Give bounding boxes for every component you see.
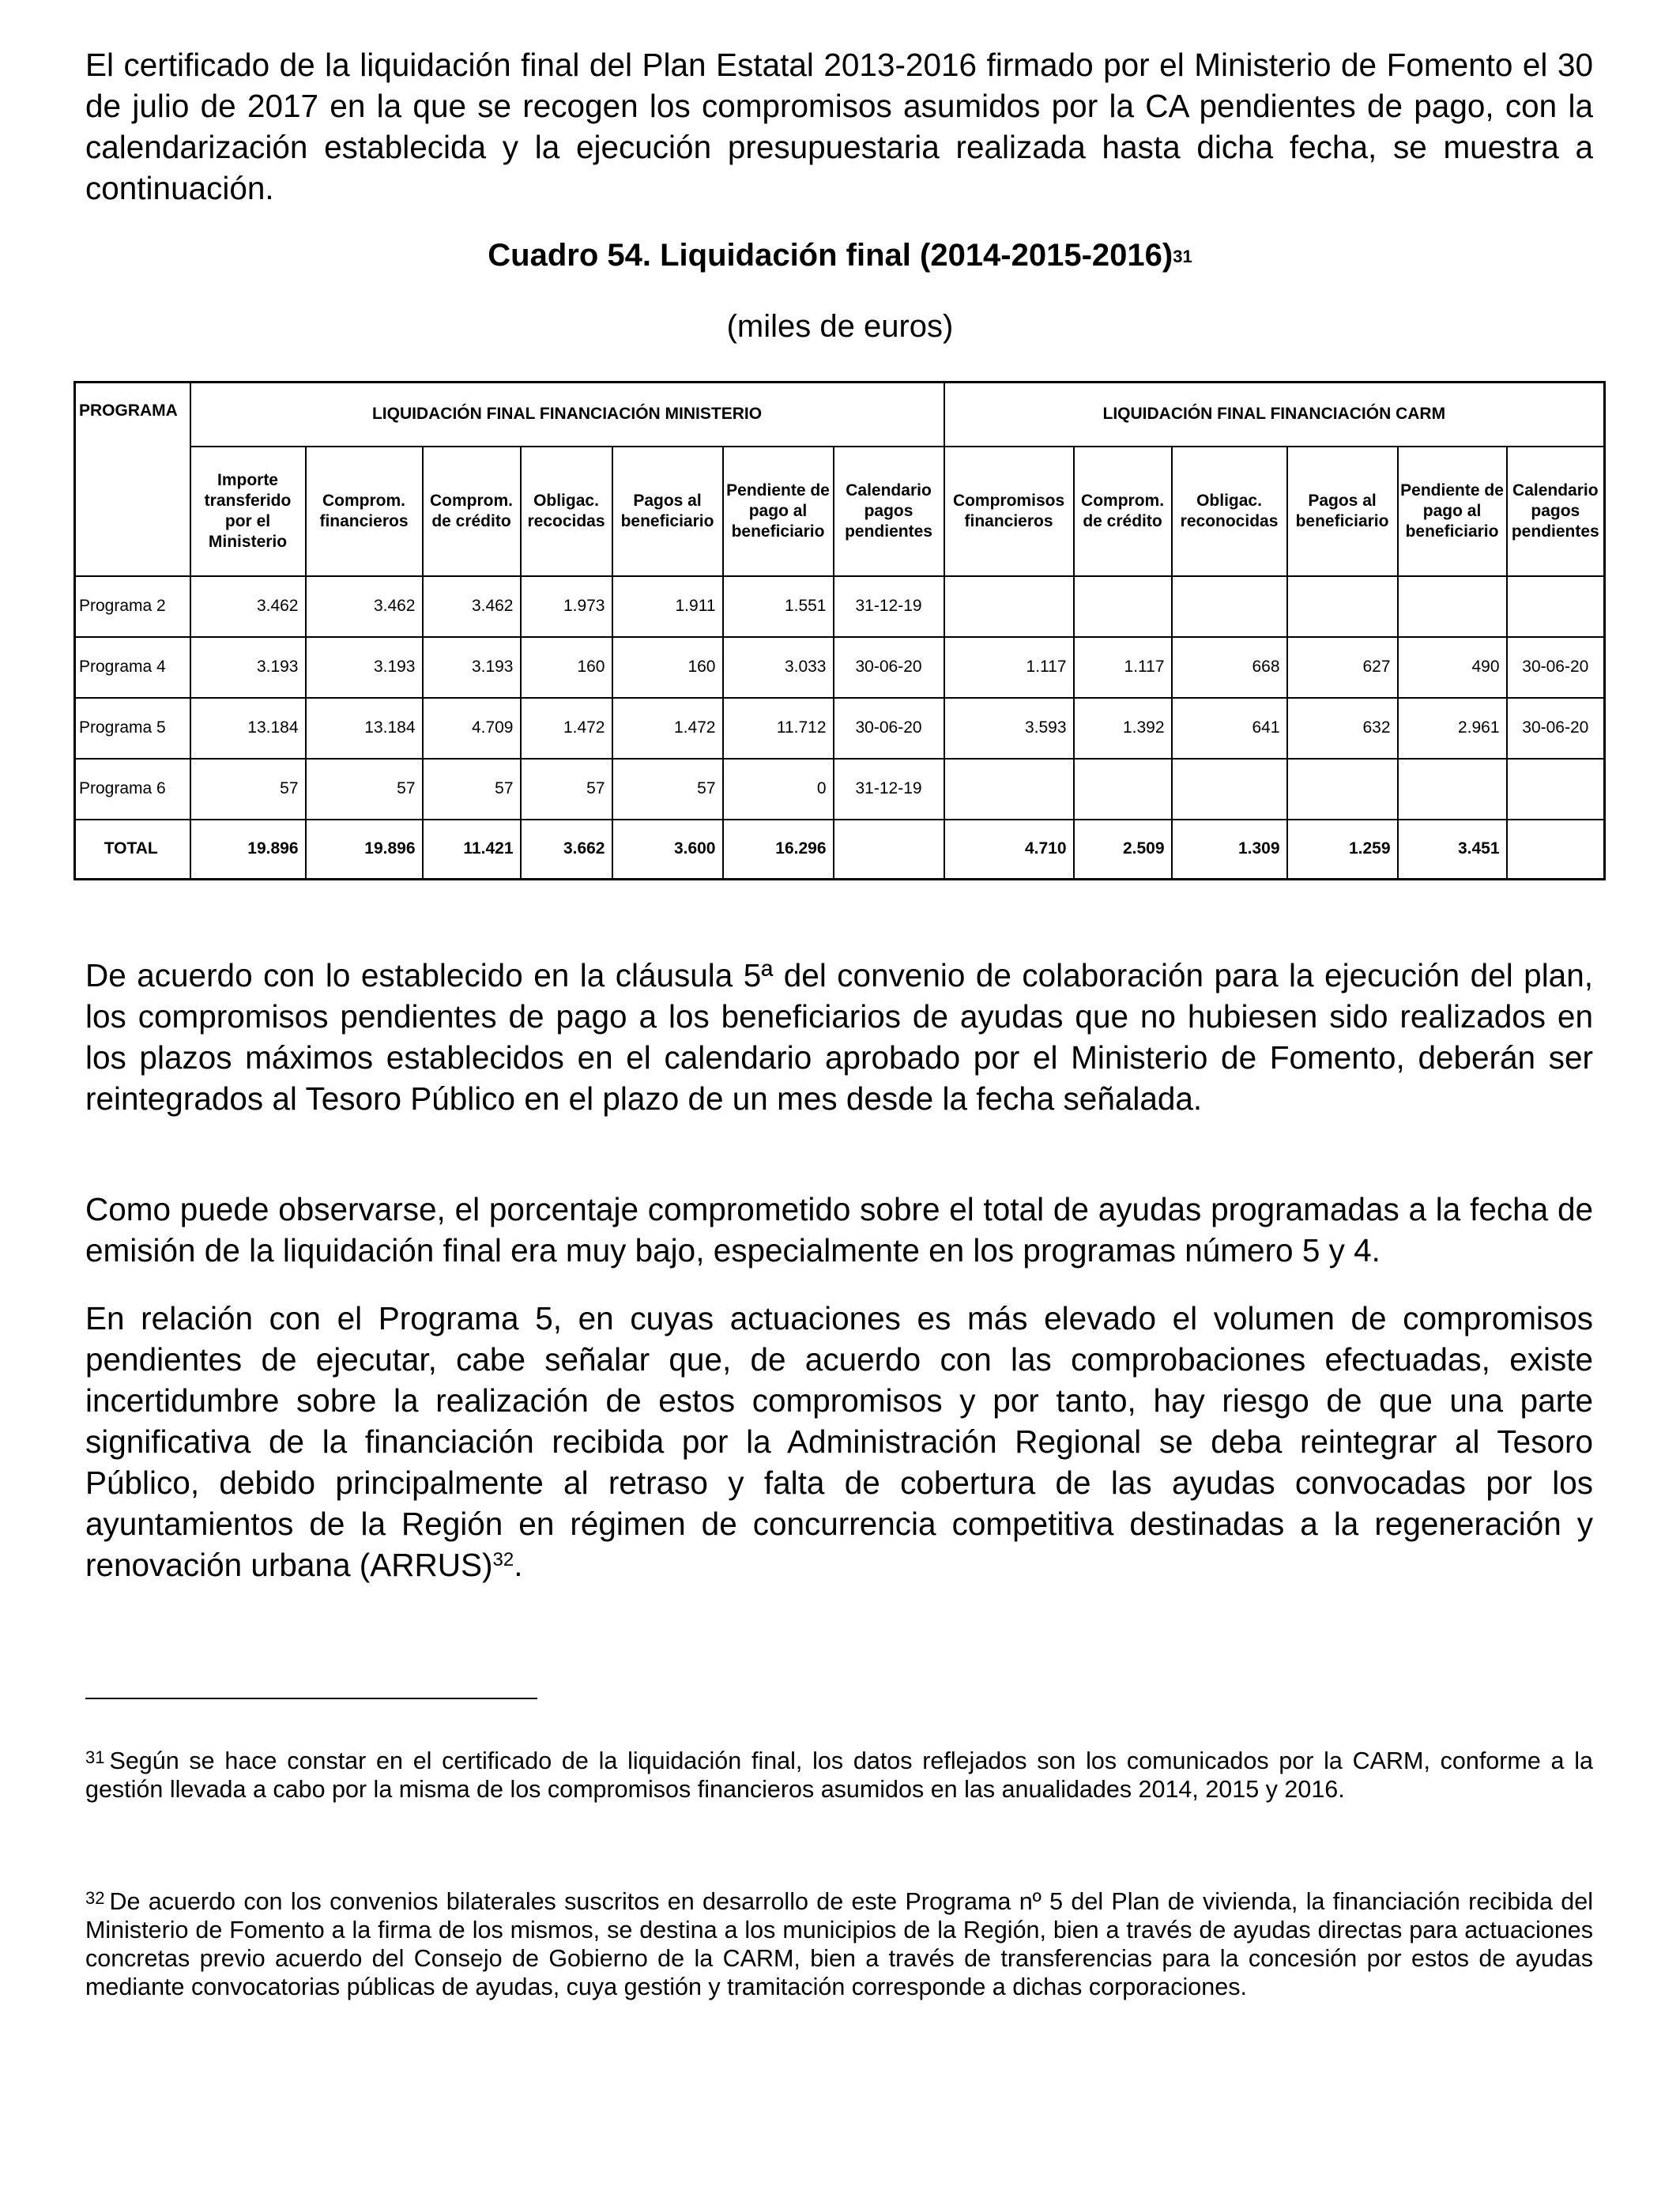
carm-cell: 30-06-20 — [1507, 698, 1605, 759]
carm-cell — [1398, 576, 1507, 637]
carm-cell — [1398, 759, 1507, 820]
col-header: Comprom. financieros — [306, 447, 423, 576]
carm-cell — [1507, 576, 1605, 637]
col-header: Compromisos financieros — [944, 447, 1074, 576]
footnote-text: De acuerdo con los convenios bilaterales suscritos en desarrollo de este Programa nº 5 del Plan de vivienda, la financiación recibida del Ministerio de Fomento a la firma de los mismos, se destina a los municipios de la Región, bien a través de ayudas directas para actuaciones concretas previo acuerdo del Consejo de Gobierno de la CARM, bien a través de transferencias para la concesión por estos de ayudas mediante convocatorias públicas de ayudas, cuya gestión y tramitación corresponde a dichas corporaciones. — [85, 1888, 1593, 2000]
ministerio-cell: 4.709 — [423, 698, 521, 759]
col-header: Pendiente de pago al beneficiario — [723, 447, 834, 576]
ministerio-cell: 3.193 — [423, 637, 521, 698]
paragraph-3: Como puede observarse, el porcentaje comprometido sobre el total de ayudas programadas a la fecha de emisión de la liquidación final era muy bajo, especialmente en los programas número 5 y 4. — [85, 1191, 1593, 1269]
paragraph-4-tail: . — [514, 1547, 523, 1583]
footnote-31 — [85, 1747, 1593, 1804]
carm-cell — [1287, 759, 1398, 820]
table-title — [0, 236, 1680, 275]
footnote-divider — [85, 1698, 537, 1699]
table-row — [75, 698, 1605, 759]
footnote-ref-31[interactable]: 31 — [1173, 247, 1192, 266]
ministerio-cell: 30-06-20 — [834, 698, 944, 759]
carm-cell — [944, 576, 1074, 637]
carm-cell: 3.593 — [944, 698, 1074, 759]
table-row — [75, 576, 1605, 637]
footnote-number: 31 — [85, 1747, 105, 1767]
ministerio-cell: 57 — [521, 759, 612, 820]
table-total-row — [75, 820, 1605, 880]
carm-cell: 668 — [1172, 637, 1287, 698]
ministerio-cell: 57 — [612, 759, 723, 820]
liquidation-table — [73, 381, 1606, 880]
table-row — [75, 637, 1605, 698]
table-title-text: Cuadro 54. Liquidación final (2014-2015-2016) — [488, 238, 1173, 273]
col-header: Pagos al beneficiario — [612, 447, 723, 576]
carm-cell: 1.117 — [944, 637, 1074, 698]
ministerio-cell: 30-06-20 — [834, 637, 944, 698]
programa-header: PROGRAMA — [75, 383, 190, 576]
group-header-ministerio: LIQUIDACIÓN FINAL FINANCIACIÓN MINISTERIO — [190, 383, 944, 447]
ministerio-cell: 11.712 — [723, 698, 834, 759]
ministerio-cell: 3.662 — [521, 820, 612, 880]
carm-cell: 1.392 — [1074, 698, 1172, 759]
ministerio-cell: 31-12-19 — [834, 759, 944, 820]
programa-cell: Programa 2 — [75, 576, 190, 637]
col-header: Calendario pagos pendientes — [834, 447, 944, 576]
ministerio-cell: 160 — [612, 637, 723, 698]
ministerio-cell: 160 — [521, 637, 612, 698]
col-header: Obligac. reconocidas — [1172, 447, 1287, 576]
col-header: Pendiente de pago al beneficiario — [1398, 447, 1507, 576]
carm-cell — [1507, 820, 1605, 880]
ministerio-cell: 1.472 — [612, 698, 723, 759]
footnote-32 — [85, 1887, 1593, 2001]
ministerio-cell: 31-12-19 — [834, 576, 944, 637]
carm-cell — [1172, 576, 1287, 637]
ministerio-cell: 3.193 — [306, 637, 423, 698]
col-header: Comprom. de crédito — [1074, 447, 1172, 576]
footnote-ref-32[interactable]: 32 — [492, 1549, 514, 1570]
ministerio-cell: 16.296 — [723, 820, 834, 880]
ministerio-cell: 3.033 — [723, 637, 834, 698]
carm-cell: 1.309 — [1172, 820, 1287, 880]
carm-cell: 627 — [1287, 637, 1398, 698]
carm-cell: 3.451 — [1398, 820, 1507, 880]
carm-cell — [1172, 759, 1287, 820]
carm-cell — [1287, 576, 1398, 637]
carm-cell: 30-06-20 — [1507, 637, 1605, 698]
carm-cell: 2.509 — [1074, 820, 1172, 880]
programa-cell: TOTAL — [75, 820, 190, 880]
table-units: (miles de euros) — [726, 309, 954, 344]
paragraph-2: De acuerdo con lo establecido en la cláusula 5ª del convenio de colaboración para la ejecución del plan, los compromisos pendientes de pago a los beneficiarios de ayudas que no hubiesen sido realizados en los plazos máximos establecidos en el calendario aprobado por el Ministerio de Fomento, deberán ser reintegrados al Tesoro Público en el plazo de un mes desde la fecha señalada. — [85, 957, 1593, 1117]
table-body — [75, 576, 1605, 880]
col-header: Pagos al beneficiario — [1287, 447, 1398, 576]
ministerio-cell: 57 — [306, 759, 423, 820]
programa-cell: Programa 5 — [75, 698, 190, 759]
intro-paragraph: El certificado de la liquidación final del Plan Estatal 2013-2016 firmado por el Ministerio de Fomento el 30 de julio de 2017 en la que se recogen los compromisos asumidos por la CA pendientes de pago, con la calendarización establecida y la ejecución presupuestaria realizada hasta dicha fecha, se muestra a continuación. — [85, 47, 1593, 206]
table-row — [75, 759, 1605, 820]
paragraph-4-text: En relación con el Programa 5, en cuyas actuaciones es más elevado el volumen de compromisos pendientes de ejecutar, cabe señalar que, de acuerdo con las comprobaciones efectuadas, existe incertidumbre sobre la realización de estos compromisos y por tanto, hay riesgo de que una parte significativa de la financiación recibida por la Administración Regional se deba reintegrar al Tesoro Público, debido principalmente al retraso y falta de cobertura de las ayudas convocadas por los ayuntamientos de la Región en régimen de concurrencia competitiva destinadas a la regeneración y renovación urbana (ARRUS) — [85, 1300, 1593, 1583]
carm-cell — [1074, 576, 1172, 637]
ministerio-cell: 1.973 — [521, 576, 612, 637]
ministerio-cell: 13.184 — [190, 698, 306, 759]
col-header: Importe transferido por el Ministerio — [190, 447, 306, 576]
ministerio-cell: 3.600 — [612, 820, 723, 880]
carm-cell: 1.117 — [1074, 637, 1172, 698]
ministerio-cell: 3.193 — [190, 637, 306, 698]
col-header: Calendario pagos pendientes — [1507, 447, 1605, 576]
programa-cell: Programa 4 — [75, 637, 190, 698]
paragraph-4 — [85, 1298, 1593, 1585]
group-header-carm: LIQUIDACIÓN FINAL FINANCIACIÓN CARM — [944, 383, 1605, 447]
ministerio-cell: 11.421 — [423, 820, 521, 880]
ministerio-cell: 0 — [723, 759, 834, 820]
carm-cell — [944, 759, 1074, 820]
carm-cell — [1074, 759, 1172, 820]
carm-cell: 2.961 — [1398, 698, 1507, 759]
carm-cell: 632 — [1287, 698, 1398, 759]
carm-cell: 490 — [1398, 637, 1507, 698]
footnote-text: Según se hace constar en el certificado de la liquidación final, los datos reflejados son los comunicados por la CARM, conforme a la gestión llevada a cabo por la misma de los compromisos financieros asumidos en las anualidades 2014, 2015 y 2016. — [85, 1747, 1593, 1803]
programa-cell: Programa 6 — [75, 759, 190, 820]
col-header: Obligac. recocidas — [521, 447, 612, 576]
ministerio-cell — [834, 820, 944, 880]
ministerio-cell: 19.896 — [190, 820, 306, 880]
ministerio-cell: 1.551 — [723, 576, 834, 637]
ministerio-cell: 3.462 — [190, 576, 306, 637]
ministerio-cell: 13.184 — [306, 698, 423, 759]
carm-cell: 4.710 — [944, 820, 1074, 880]
ministerio-cell: 3.462 — [306, 576, 423, 637]
ministerio-cell: 1.911 — [612, 576, 723, 637]
ministerio-cell: 1.472 — [521, 698, 612, 759]
ministerio-cell: 3.462 — [423, 576, 521, 637]
ministerio-cell: 19.896 — [306, 820, 423, 880]
ministerio-cell: 57 — [423, 759, 521, 820]
carm-cell: 641 — [1172, 698, 1287, 759]
footnote-number: 32 — [85, 1888, 105, 1908]
col-header: Comprom. de crédito — [423, 447, 521, 576]
carm-cell — [1507, 759, 1605, 820]
carm-cell: 1.259 — [1287, 820, 1398, 880]
ministerio-cell: 57 — [190, 759, 306, 820]
